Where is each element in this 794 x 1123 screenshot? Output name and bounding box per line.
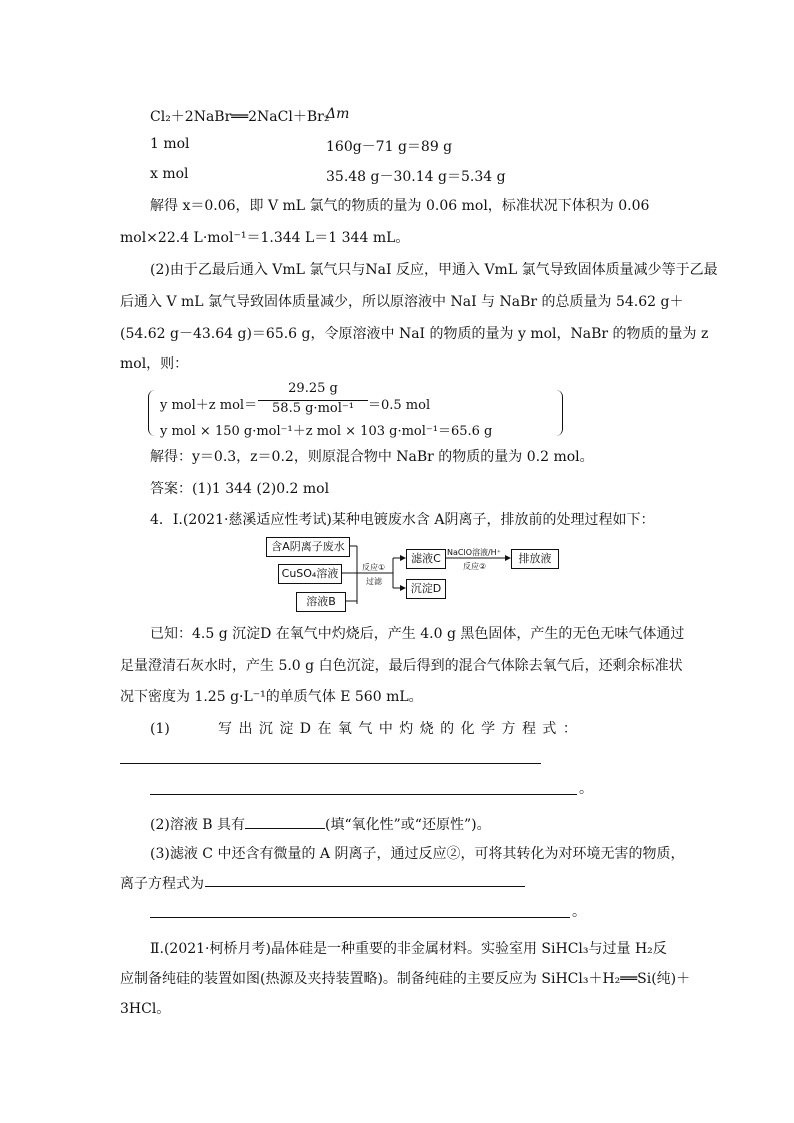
question-2-pre: (2)溶液 B 具有	[150, 817, 246, 833]
answer-line-1a[interactable]	[120, 763, 541, 764]
part-2-line-3: 3HCl。	[120, 1001, 171, 1017]
system-line1-left: y mol＋z mol＝	[160, 398, 258, 413]
known-line-3: 况下密度为 1.25 g·L⁻¹的单质气体 E 560 mL。	[120, 689, 423, 705]
question-2	[150, 814, 491, 834]
equation-row1-left: 1 mol	[150, 136, 190, 152]
part-2-line-2: 应制备纯硅的装置如图(热源及夹持装置略)。制备纯硅的主要反应为 SiHCl₃＋H₂══Si(纯)＋	[120, 971, 691, 987]
system-fraction-numerator: 29.25 g	[288, 381, 338, 396]
equation-row1-right: 160g－71 g＝89 g	[326, 139, 453, 155]
answer-line-1b[interactable]	[150, 794, 577, 795]
part-2-line-1: Ⅱ.(2021·柯桥月考)晶体硅是一种重要的非金属材料。实验室用 SiHCl₃与过量 H₂反	[150, 941, 667, 957]
question-2-post: (填“氧化性”或“还原性”)。	[325, 817, 491, 833]
system-line2: y mol × 150 g·mol⁻¹＋z mol × 103 g·mol⁻¹＝65.6 g	[160, 424, 493, 439]
equation-header-left: Cl₂＋2NaBr══2NaCl＋Br₂	[150, 109, 330, 125]
question-3-line-1: (3)滤液 C 中还含有微量的 A 阴离子，通过反应②，可将其转化为对环境无害的物质，	[150, 846, 685, 862]
question-4-title: 4．Ⅰ.(2021·慈溪适应性考试)某种电镀废水含 A阴离子，排放前的处理过程如下：	[150, 512, 655, 528]
flow-label-filter: 过滤	[366, 577, 382, 586]
equation-row2-right: 35.48 g－30.14 g＝5.34 g	[326, 169, 506, 185]
flow-box-discharge: 排放液	[511, 549, 559, 569]
flow-box-wastewater: 含A阴离子废水	[266, 537, 350, 557]
part2-line-3: (54.62 g－43.64 g)＝65.6 g，令原溶液中 NaI 的物质的量为 y mol，NaBr 的物质的量为 z	[120, 326, 709, 342]
question-3-line-2: 离子方程式为	[120, 876, 204, 892]
flow-label-reaction2: 反应②	[463, 562, 487, 571]
part2-line-2: 后通入 V mL 氯气导致固体质量减少，所以原溶液中 NaI 与 NaBr 的总质量为 54.62 g＋	[120, 294, 684, 310]
system-fraction-denominator: 58.5 g·mol⁻¹	[272, 401, 354, 416]
equation-row2-left: x mol	[150, 166, 189, 182]
flow-label-naclo: NaClO溶液/H⁺	[447, 548, 501, 557]
period-1: 。	[579, 781, 593, 797]
answer-line-3a[interactable]	[205, 886, 525, 887]
solution-line-2: mol×22.4 L·mol⁻¹＝1.344 L＝1 344 mL。	[120, 230, 410, 246]
part2-line-4: mol，则：	[120, 356, 189, 372]
period-3: 。	[572, 904, 586, 920]
flow-box-precipitate-d: 沉淀D	[406, 579, 446, 599]
equation-header-right: Δm	[326, 106, 350, 122]
system-line1-right: ＝0.5 mol	[368, 398, 431, 413]
answer-line-3b[interactable]	[150, 917, 570, 918]
flow-box-solution-b: 溶液B	[296, 592, 346, 612]
flow-label-reaction1: 反应①	[362, 563, 386, 572]
solution-line-3: 解得：y＝0.3，z＝0.2，则原混合物中 NaBr 的物质的量为 0.2 mol。	[150, 449, 594, 465]
question-1-label: (1)	[150, 721, 170, 737]
answer-blank-2[interactable]	[245, 814, 325, 829]
answer-line: 答案：(1)1 344 (2)0.2 mol	[150, 481, 330, 497]
flow-box-filtrate-c: 滤液C	[406, 549, 446, 569]
known-line-1: 已知：4.5 g 沉淀D 在氧气中灼烧后，产生 4.0 g 黑色固体，产生的无色无味气体通过	[150, 626, 685, 642]
known-line-2: 足量澄清石灰水时，产生 5.0 g 白色沉淀，最后得到的混合气体除去氧气后，还剩余标准状	[120, 658, 683, 674]
part2-line-1: (2)由于乙最后通入 VmL 氯气只与NaI 反应，甲通入 VmL 氯气导致固体质量减少等于乙最	[150, 262, 718, 278]
flow-box-cuso4: CuSO₄溶液	[278, 564, 342, 584]
solution-line-1: 解得 x＝0.06，即 V mL 氯气的物质的量为 0.06 mol，标准状况下体积为 0.06	[150, 198, 650, 214]
question-1-text: 写 出 沉 淀 D 在 氧 气 中 灼 烧 的 化 学 方 程 式 ：	[218, 721, 578, 737]
